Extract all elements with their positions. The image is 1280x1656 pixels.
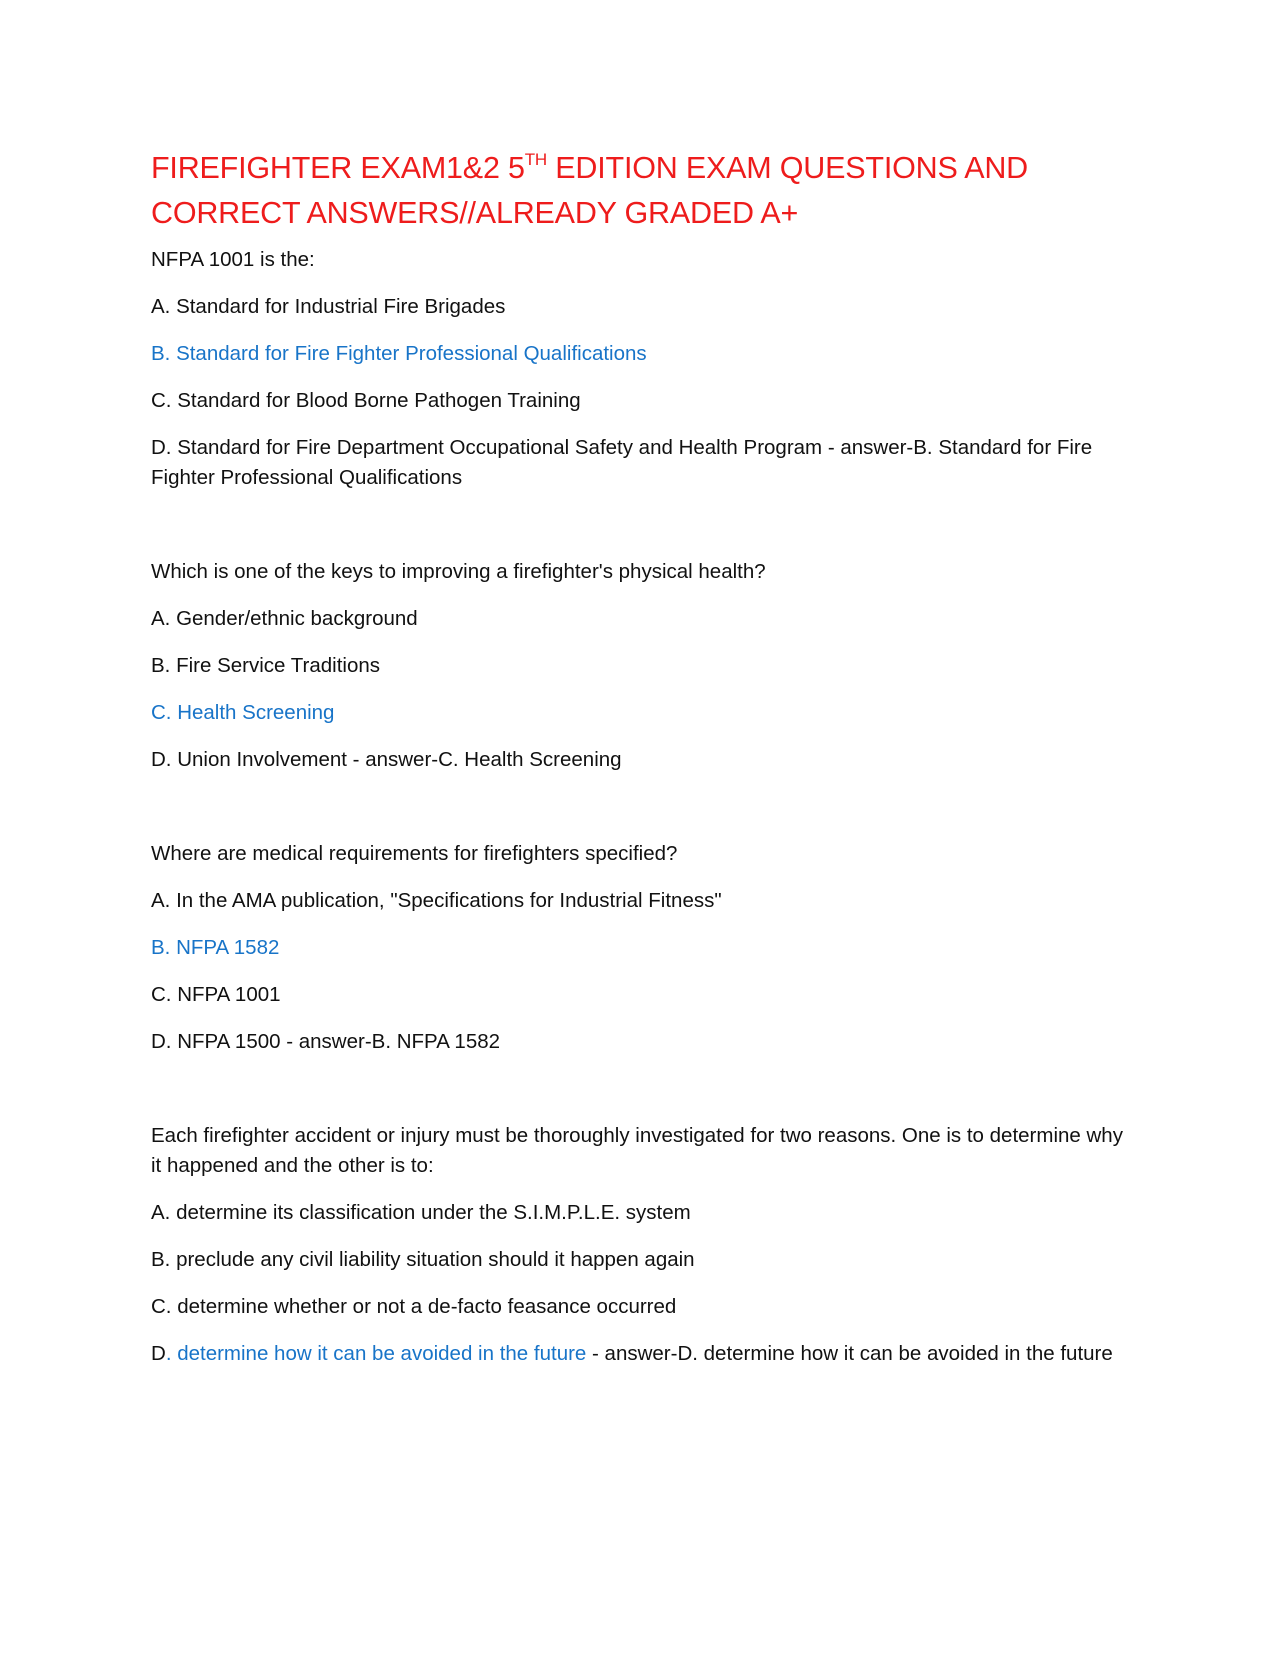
option-d-with-answer: D. Standard for Fire Department Occupational Safety and Health Program - answer-B. Standard for Fire Fighter Professional Qualifications <box>151 436 1093 489</box>
document-page <box>151 146 1131 1386</box>
option-c: C. Standard for Blood Borne Pathogen Training <box>151 389 581 412</box>
option-d-with-answer: D. determine how it can be avoided in the future - answer-D. determine how it can be avoided in the future <box>151 1342 1113 1365</box>
option-b-correct: B. Standard for Fire Fighter Professional Qualifications <box>151 342 647 365</box>
option-d-with-answer: D. Union Involvement - answer-C. Health Screening <box>151 748 622 771</box>
option-a: A. determine its classification under the S.I.M.P.L.E. system <box>151 1201 691 1224</box>
question-block-4 <box>151 1121 1131 1369</box>
option-d-correct-highlight: . determine how it can be avoided in the future <box>165 1342 587 1365</box>
option-a: A. Standard for Industrial Fire Brigades <box>151 295 506 318</box>
option-c-correct: C. Health Screening <box>151 701 335 724</box>
option-a: A. In the AMA publication, "Specifications for Industrial Fitness" <box>151 889 722 912</box>
option-c: C. determine whether or not a de-facto feasance occurred <box>151 1295 677 1318</box>
option-d-with-answer: D. NFPA 1500 - answer-B. NFPA 1582 <box>151 1030 501 1053</box>
option-c: C. NFPA 1001 <box>151 983 281 1006</box>
spacer <box>151 510 1131 557</box>
question-block-3 <box>151 839 1131 1057</box>
title-superscript: TH <box>524 150 548 169</box>
option-b-correct: B. NFPA 1582 <box>151 936 280 959</box>
option-b: B. Fire Service Traditions <box>151 654 380 677</box>
spacer <box>151 792 1131 839</box>
spacer <box>151 1074 1131 1121</box>
option-b: B. preclude any civil liability situation should it happen again <box>151 1248 695 1271</box>
question-block-2 <box>151 557 1131 775</box>
document-title: FIREFIGHTER EXAM1&2 5TH EDITION EXAM QUESTIONS AND CORRECT ANSWERS//ALREADY GRADED A+ <box>151 150 1028 230</box>
question-text: NFPA 1001 is the: <box>151 248 315 271</box>
question-text: Each firefighter accident or injury must be thoroughly investigated for two reasons. One is to determine why it happened and the other is to: <box>151 1124 1123 1177</box>
option-a: A. Gender/ethnic background <box>151 607 418 630</box>
question-text: Where are medical requirements for firefighters specified? <box>151 842 678 865</box>
question-text: Which is one of the keys to improving a firefighter's physical health? <box>151 560 766 583</box>
question-block-1 <box>151 245 1131 493</box>
